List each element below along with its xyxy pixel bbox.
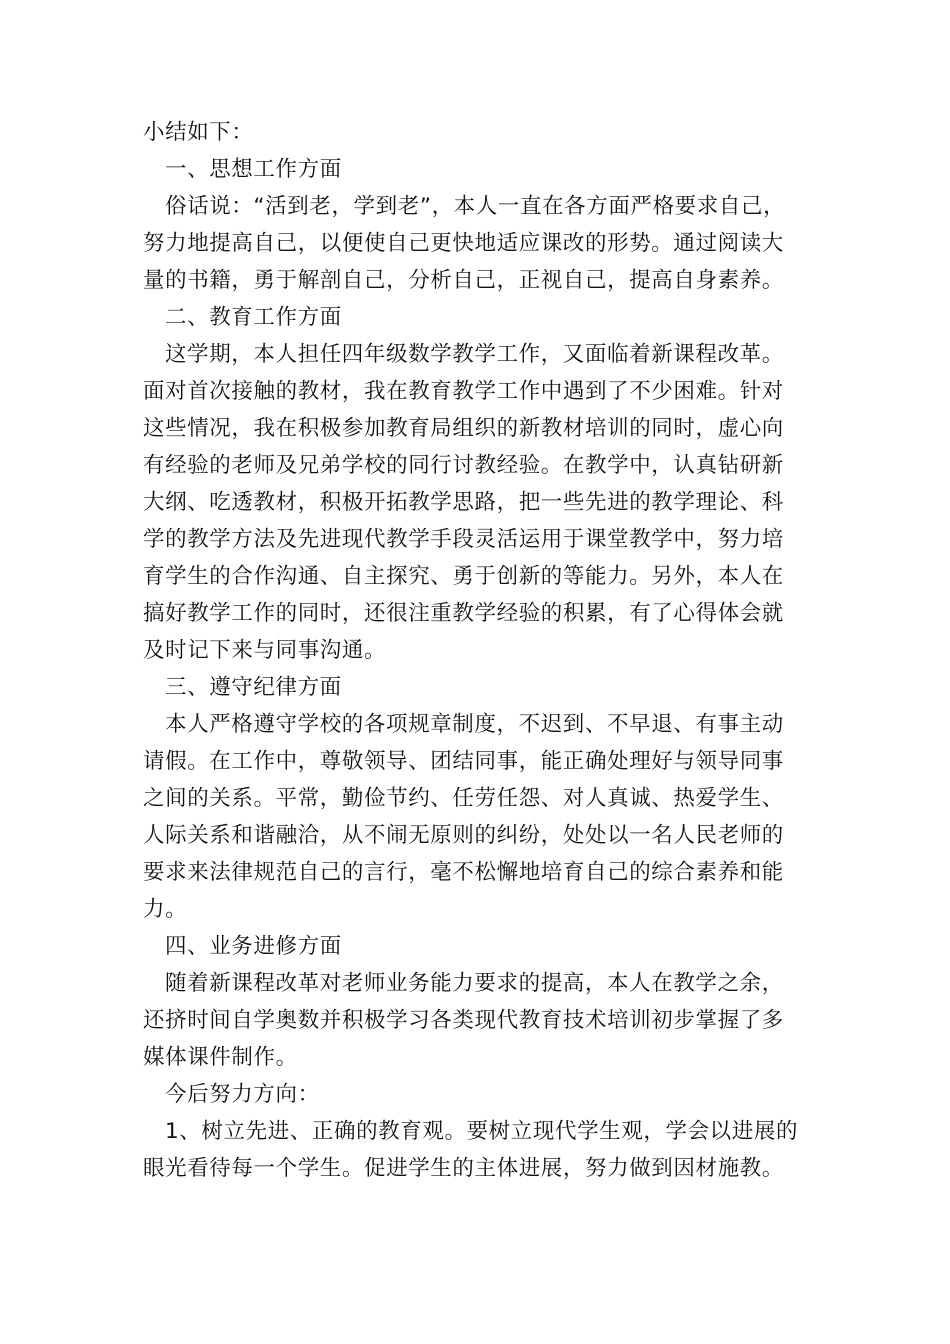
text-line: 眼光看待每一个学生。促进学生的主体进展，努力做到因材施教。 — [143, 1156, 784, 1181]
text-line: 学的教学方法及先进现代教学手段灵活运用于课堂教学中，努力培 — [143, 527, 784, 552]
text-line: 一、思想工作方面 — [165, 157, 342, 182]
text-line: 本人严格遵守学校的各项规章制度，不迟到、不早退、有事主动 — [165, 712, 784, 737]
text-line: 面对首次接触的教材，我在教育教学工作中遇到了不少困难。针对 — [143, 379, 784, 404]
text-line: 人际关系和谐融洽，从不闹无原则的纠纷，处处以一名人民老师的 — [143, 823, 784, 848]
text-line: 有经验的老师及兄弟学校的同行讨教经验。在教学中，认真钻研新 — [143, 453, 784, 478]
text-line: 要求来法律规范自己的言行，毫不松懈地培育自己的综合素养和能 — [143, 860, 784, 885]
text-line: 搞好教学工作的同时，还很注重教学经验的积累，有了心得体会就 — [143, 601, 784, 626]
text-line: 大纲、吃透教材，积极开拓教学思路，把一些先进的教学理论、科 — [143, 490, 784, 515]
text-line: 小结如下： — [143, 120, 254, 145]
text-line: 这学期，本人担任四年级数学教学工作，又面临着新课程改革。 — [165, 342, 784, 367]
text-line: 1、树立先进、正确的教育观。要树立现代学生观，学会以进展的 — [165, 1119, 799, 1144]
text-line: 之间的关系。平常，勤俭节约、任劳任怨、对人真诚、热爱学生、 — [143, 786, 784, 811]
text-line: 俗话说：“活到老，学到老”，本人一直在各方面严格要求自己， — [165, 194, 786, 219]
text-line: 今后努力方向： — [165, 1082, 320, 1107]
text-line: 这些情况，我在积极参加教育局组织的新教材培训的同时，虚心向 — [143, 416, 784, 441]
text-line: 三、遵守纪律方面 — [165, 675, 342, 700]
text-line: 力。 — [143, 897, 188, 922]
text-line: 四、业务进修方面 — [165, 934, 342, 959]
text-line: 二、教育工作方面 — [165, 305, 342, 330]
text-line: 还挤时间自学奥数并积极学习各类现代教育技术培训初步掌握了多 — [143, 1008, 784, 1033]
text-line: 及时记下来与同事沟通。 — [143, 638, 387, 663]
text-line: 量的书籍，勇于解剖自己，分析自己，正视自己，提高自身素养。 — [143, 268, 784, 293]
text-line: 媒体课件制作。 — [143, 1045, 298, 1070]
text-line: 育学生的合作沟通、自主探究、勇于创新的等能力。另外，本人在 — [143, 564, 784, 589]
text-line: 随着新课程改革对老师业务能力要求的提高，本人在教学之余， — [165, 971, 784, 996]
document-body — [143, 114, 811, 1187]
text-line: 请假。在工作中，尊敬领导、团结同事，能正确处理好与领导同事 — [143, 749, 784, 774]
text-line: 努力地提高自己，以便使自己更快地适应课改的形势。通过阅读大 — [143, 231, 784, 256]
